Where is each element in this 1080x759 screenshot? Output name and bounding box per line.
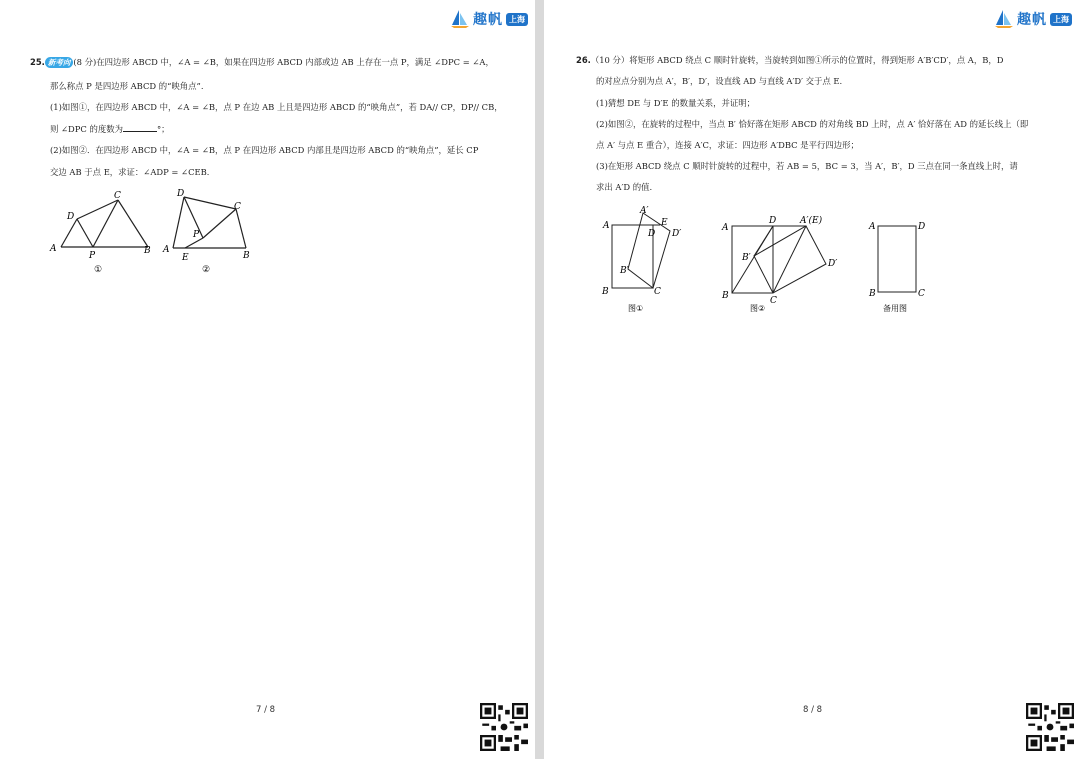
f1-caption: 图① [628,304,644,313]
fig2-caption: ② [202,265,211,275]
fig1-label-d: D [67,212,75,222]
brand-tag: 上海 [1050,13,1072,26]
f3-label-d: D [918,222,926,232]
q25-line5: (2)如图②．在四边形 ABCD 中，∠A = ∠B，点 P 在四边形 ABCD 内部且是四边形 ABCD 的“映角点”，延长 CP [50,145,479,155]
qr-code-icon[interactable] [1026,703,1074,751]
fig2-label-p: P [193,230,200,240]
f1-label-b: B [602,287,609,297]
fig1-label-p: P [89,251,96,261]
sail-icon [994,9,1014,29]
question-number: 26. [576,55,591,65]
q26-text-1: （10 分）将矩形 ABCD 绕点 C 顺时针旋转，当旋转到如图①所示的位置时，得到矩形 A′B′CD′，点 A，B，D [590,55,1004,65]
f3-label-b: B [869,289,876,299]
fig2-label-a: A [163,245,170,255]
q25-text-1: (8 分)在四边形 ABCD 中，∠A = ∠B，如果在四边形 ABCD 内部或边 AB 上存在一点 P，满足 ∠DPC = ∠A， [73,57,494,67]
q26-figure-2 [720,210,855,315]
fig1-caption: ① [94,265,103,275]
q25-figure-2 [160,185,260,277]
q26-line1 [576,54,1003,66]
q26-line3: (1)猜想 DE 与 D′E 的数量关系，并证明； [596,98,755,108]
q26-line6: (3)在矩形 ABCD 绕点 C 顺时针旋转的过程中，若 AB = 5，BC = 3，当 A′，B′，D 三点在同一条直线上时，请 [596,161,1018,171]
q25-text-4a: 则 ∠DPC 的度数为 [50,124,123,134]
f2-label-a1e: A′(E) [800,216,823,226]
answer-blank[interactable] [123,123,157,132]
f2-label-d: D [769,216,777,226]
f3-label-a: A [869,222,876,232]
fig2-label-d: D [177,189,185,199]
page-number: 8 / 8 [803,705,823,715]
q26-line7: 求出 A′D 的值. [596,182,653,192]
new-trend-badge: 新考向 [45,57,74,68]
f2-label-b1: B′ [742,253,751,263]
exam-page-8 [544,0,1080,759]
q25-figure-1 [48,188,163,278]
f2-label-c: C [770,296,777,306]
q25-line2: 那么称点 P 是四边形 ABCD 的“映角点”. [50,81,204,91]
f1-label-d1: D′ [672,229,682,239]
f3-caption: 备用图 [883,304,907,313]
page-number: 7 / 8 [256,705,276,715]
fig2-label-b: B [243,251,250,261]
f1-label-a: A [603,221,610,231]
q26-figure-spare [866,215,936,315]
brand-logo [994,7,1072,31]
exam-page-7 [0,0,535,759]
f1-label-b1: B′ [620,266,629,276]
q26-line4: (2)如图②，在旋转的过程中，当点 B′ 恰好落在矩形 ABCD 的对角线 BD 上时，点 A′ 恰好落在 AD 的延长线上（即 [596,119,1029,129]
f2-label-d1: D′ [828,259,838,269]
q26-figure-1 [598,203,703,313]
f1-label-d: D [648,229,656,239]
fig1-label-a: A [50,244,57,254]
q25-line1 [30,56,494,68]
f2-label-a: A [722,223,729,233]
brand-logo [450,7,528,31]
f3-label-c: C [918,289,925,299]
brand-name: 趣帆 [1017,12,1047,28]
sail-icon [450,9,470,29]
q25-line4 [50,123,170,135]
q25-text-4b: °； [156,124,170,134]
fig1-label-c: C [114,191,121,201]
q26-line2: 的对应点分别为点 A′，B′，D′，设直线 AD 与直线 A′D′ 交于点 E. [596,76,843,86]
question-number: 25. [30,57,45,67]
f1-label-c: C [654,287,661,297]
qr-code-icon[interactable] [480,703,528,751]
fig2-label-e: E [182,253,189,263]
q25-line3: (1)如图①，在四边形 ABCD 中，∠A = ∠B，点 P 在边 AB 上且是四边形 ABCD 的“映角点”，若 DA// CP，DP// CB， [50,102,503,112]
brand-name: 趣帆 [473,12,503,28]
q26-line5: 点 A′ 与点 E 重合），连接 A′C，求证：四边形 A′DBC 是平行四边形； [596,140,859,150]
f2-label-b: B [722,291,729,301]
f1-label-a1: A′ [640,206,649,216]
brand-tag: 上海 [506,13,528,26]
f2-caption: 图② [750,304,766,313]
fig1-label-b: B [144,246,151,256]
f1-label-e: E [661,218,668,228]
fig2-label-c: C [234,202,241,212]
q25-line6: 交边 AB 于点 E，求证：∠ADP = ∠CEB． [50,167,216,177]
